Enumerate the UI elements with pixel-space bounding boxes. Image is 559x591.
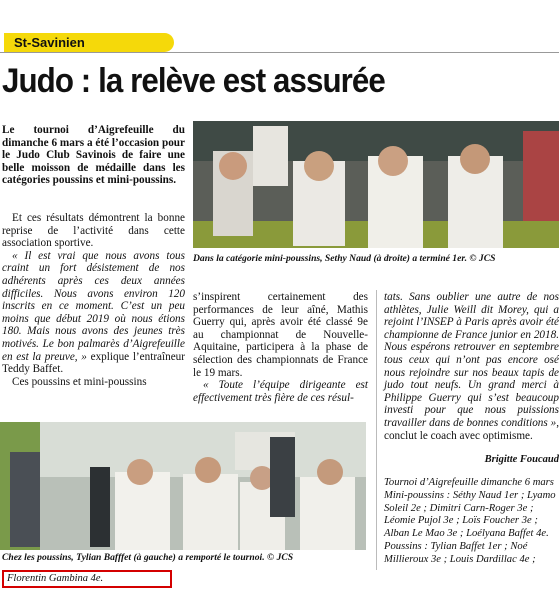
col2-paragraph-1: s’inspirent certainement des performances de leur aîné, Mathis Guerry qui, après avoir été classé 9e au championnat de Nouvelle-Aquitaine, participera à la phase de sélection des championnats de France le 19 mars.: [193, 291, 368, 379]
col1-paragraph-1: Et ces résultats démontrent la bonne reprise de l’activité dans cette association sportive.: [2, 212, 185, 250]
column-1: [2, 212, 185, 388]
col1-quote-attribution: explique l’entraîneur Teddy Baffet.: [2, 350, 186, 376]
photo-mini-poussins: [193, 121, 559, 248]
author-signature: Brigitte Foucaud: [484, 454, 559, 465]
photo-poussins-caption: Chez les poussins, Tylian Bafffet (à gauche) a remporté le tournoi. © JCS: [2, 552, 294, 563]
col1-quote: « Il est vrai que nous avons tous craint un fort désistement de nos adhérents après ces deux années difficiles. Nous avons environ 120 inscrits en ce moment. C’est un peu moins que début 2019 où nous étions 180. Mais nous avons des jeunes très motivés. Le bon palmarès d’Aigrefeuille en est la preuve, »: [2, 249, 185, 363]
lead-paragraph: Le tournoi d’Aigrefeuille du dimanche 6 mars a été l’occasion pour le Judo Club Savinois de faire une belle moisson de médaille dans les catégories poussins et mini-poussins.: [2, 124, 185, 187]
column-divider: [376, 290, 377, 570]
column-2: [193, 291, 368, 404]
col3-quote-attribution: , conclut le coach avec optimisme.: [384, 416, 559, 442]
photo-poussins-image: [0, 422, 366, 550]
results-box: Tournoi d’Aigrefeuille dimanche 6 mars Mini-poussins : Séthy Naud 1er ; Lyamo Soleil 2e ; Dimitri Carn-Roger 3e ; Léomie Pujol 3e ; Loïs Foucher 3e ; Alban Le Mao 3e ; Loélyana Baffet 4e. Poussins : Tylian Baffet 1er ; Noé Millieroux 3e ; Louis Dardillac 4e ;: [384, 477, 556, 565]
section-rubric: St-Savinien: [4, 33, 174, 52]
col2-quote: « Toute l’équipe dirigeante est effectivement très fière de ces résul-: [193, 379, 368, 404]
col3-quote: tats. Sans oublier une autre de nos athlètes, Julie Weill dit Morey, qui a rejoint l’INSEP à Paris après avoir été championne de France junior en 2018. Nous espérons retrouver en septembre tous ceux qui n’ont pas encore osé nous rejoindre sur nos beaux tapis de judo tout neufs. Un grand merci à Philippe Guerry qui s’est beaucoup investi pour que nous puissions travailler dans de bonnes conditions »: [384, 291, 559, 429]
photo-mini-poussins-image: [193, 121, 559, 248]
column-3: [384, 291, 559, 442]
highlighted-result-line: Florentin Gambina 4e.: [2, 570, 172, 588]
photo-mini-poussins-caption: Dans la catégorie mini-poussins, Sethy Naud (à droite) a terminé 1er. © JCS: [193, 253, 496, 264]
col1-paragraph-3: Ces poussins et mini-poussins: [12, 375, 147, 388]
headline: Judo : la relève est assurée: [2, 62, 385, 100]
top-rule: [0, 52, 559, 53]
photo-poussins: [0, 422, 366, 550]
